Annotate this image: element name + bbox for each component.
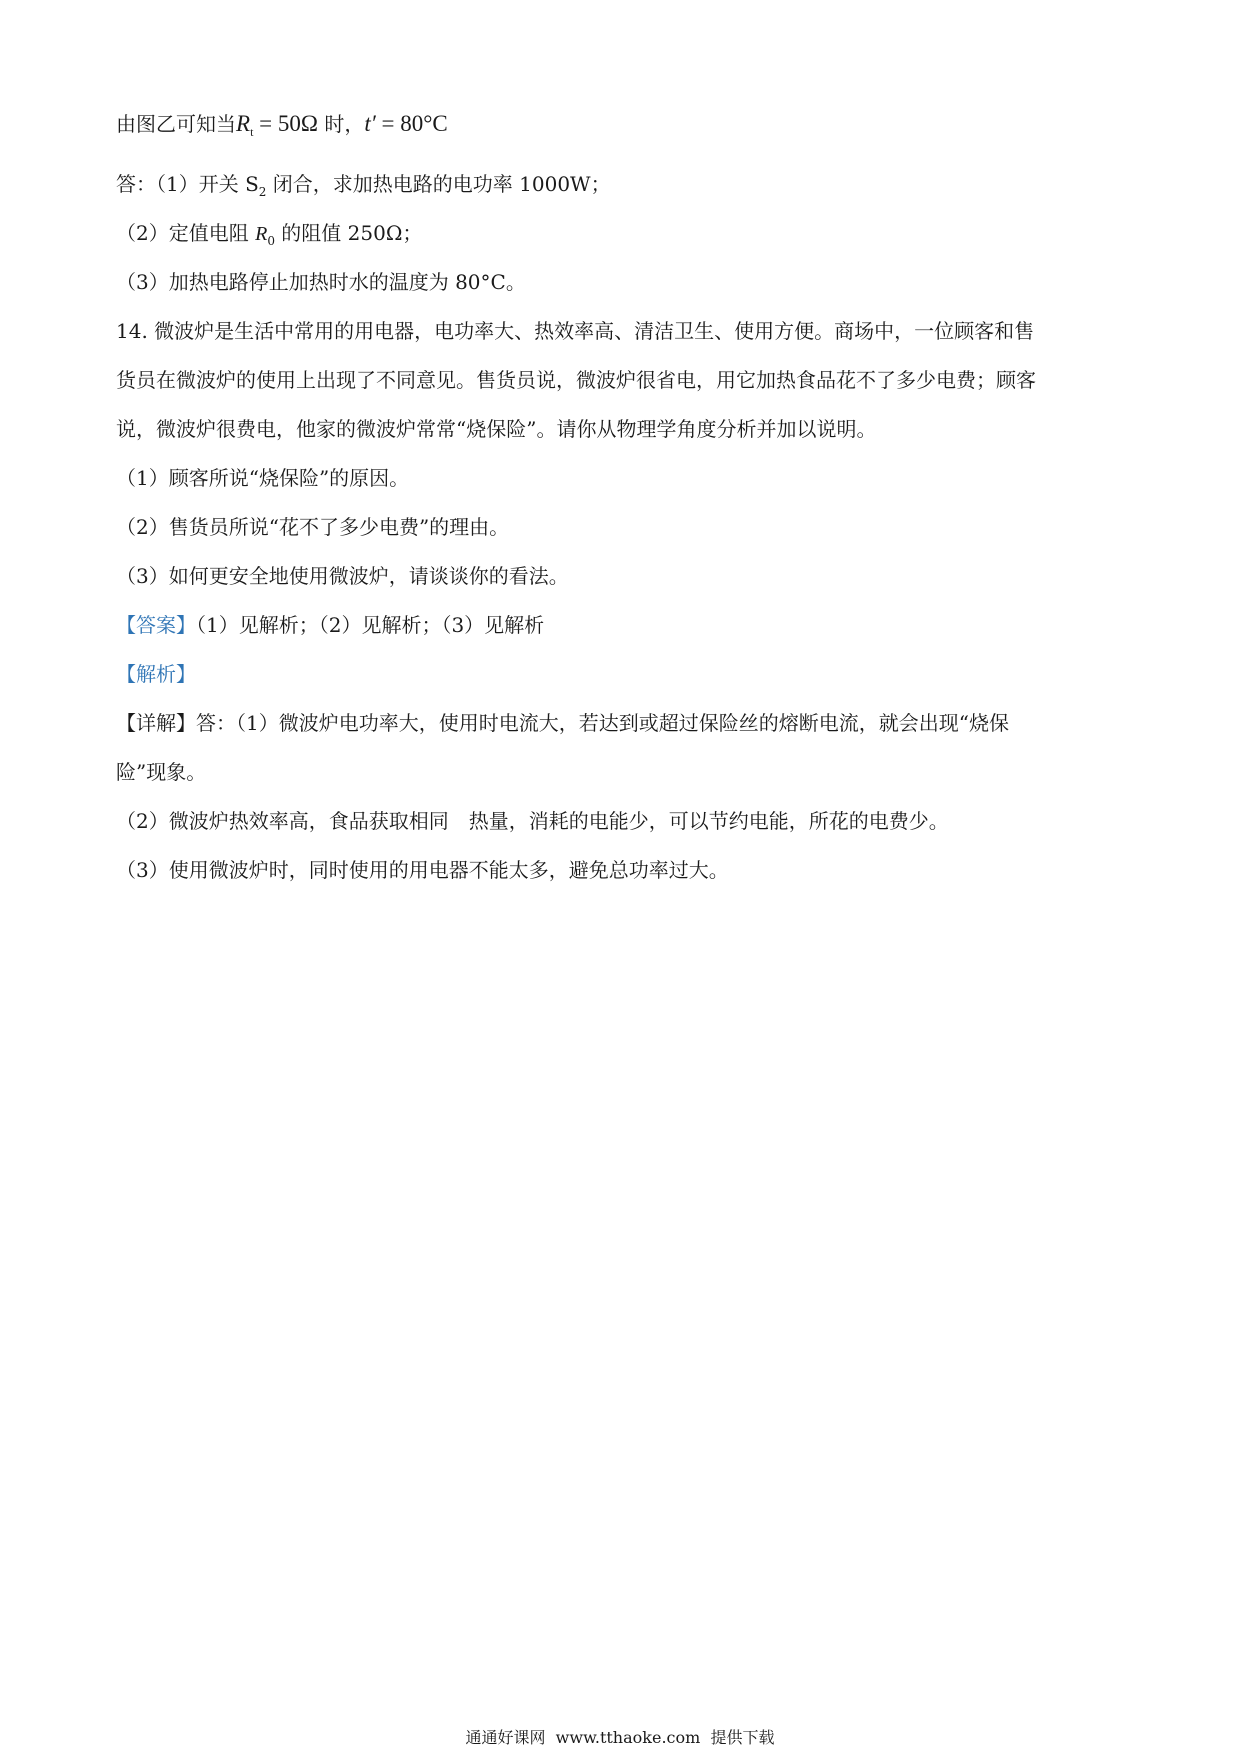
answer-label: 【答案】 <box>116 613 196 637</box>
answer-intro-prefix: 答：（1）开关 S <box>116 172 259 196</box>
temperature-math <box>364 111 447 136</box>
detail-line-3: （2）微波炉热效率高，食品获取相同 热量，消耗的电能少，可以节约电能，所花的电费少。 <box>116 809 949 833</box>
formula-mid: 时， <box>317 112 365 136</box>
r0-symbol: R <box>255 223 268 245</box>
answer-section <box>116 611 544 639</box>
switch-subscript: 2 <box>258 185 267 199</box>
formula-line <box>116 110 448 146</box>
r0-subscript: 0 <box>267 234 275 248</box>
question-14-sub-3: （3）如何更安全地使用微波炉，请谈谈你的看法。 <box>116 564 569 588</box>
formula-math <box>236 111 318 139</box>
answer-3: （3）加热电路停止加热时水的温度为 80°C。 <box>116 270 526 294</box>
page-footer: 通通好课网 www.tthaoke.com 提供下载 <box>465 1728 775 1747</box>
answer-2-suffix: 的阻值 250Ω； <box>274 221 423 245</box>
detail-line-1: 【详解】答：（1）微波炉电功率大，使用时电流大，若达到或超过保险丝的熔断电流，就会出现“烧保 <box>116 711 1009 735</box>
answer-text: （1）见解析；（2）见解析；（3）见解析 <box>196 613 545 637</box>
temperature-value: = 80°C <box>375 111 448 136</box>
question-14-line-1: 14. 微波炉是生活中常用的用电器，电功率大、热效率高、清洁卫生、使用方便。商场中，一位顾客和售 <box>116 319 1035 343</box>
resistance-value: = 50Ω <box>253 111 318 136</box>
detail-line-2: 险”现象。 <box>116 760 207 784</box>
answer-2 <box>116 219 422 255</box>
temperature-symbol: t′ <box>364 111 376 136</box>
detail-line-4: （3）使用微波炉时，同时使用的用电器不能太多，避免总功率过大。 <box>116 858 729 882</box>
question-14-line-2: 货员在微波炉的使用上出现了不同意见。售货员说，微波炉很省电，用它加热食品花不了多少电费；顾客 <box>116 368 1036 392</box>
resistance-symbol: R <box>236 111 251 136</box>
analysis-label: 【解析】 <box>116 662 196 686</box>
question-14-sub-2: （2）售货员所说“花不了多少电费”的理由。 <box>116 515 510 539</box>
answer-intro-suffix: 闭合，求加热电路的电功率 1000W； <box>266 172 611 196</box>
answer-intro <box>116 170 611 206</box>
formula-prefix: 由图乙可知当 <box>116 112 236 136</box>
answer-2-prefix: （2）定值电阻 <box>116 221 256 245</box>
question-14-sub-1: （1）顾客所说“烧保险”的原因。 <box>116 466 410 490</box>
question-14-line-3: 说，微波炉很费电，他家的微波炉常常“烧保险”。请你从物理学角度分析并加以说明。 <box>116 417 877 441</box>
resistance-subscript: t <box>250 125 254 139</box>
